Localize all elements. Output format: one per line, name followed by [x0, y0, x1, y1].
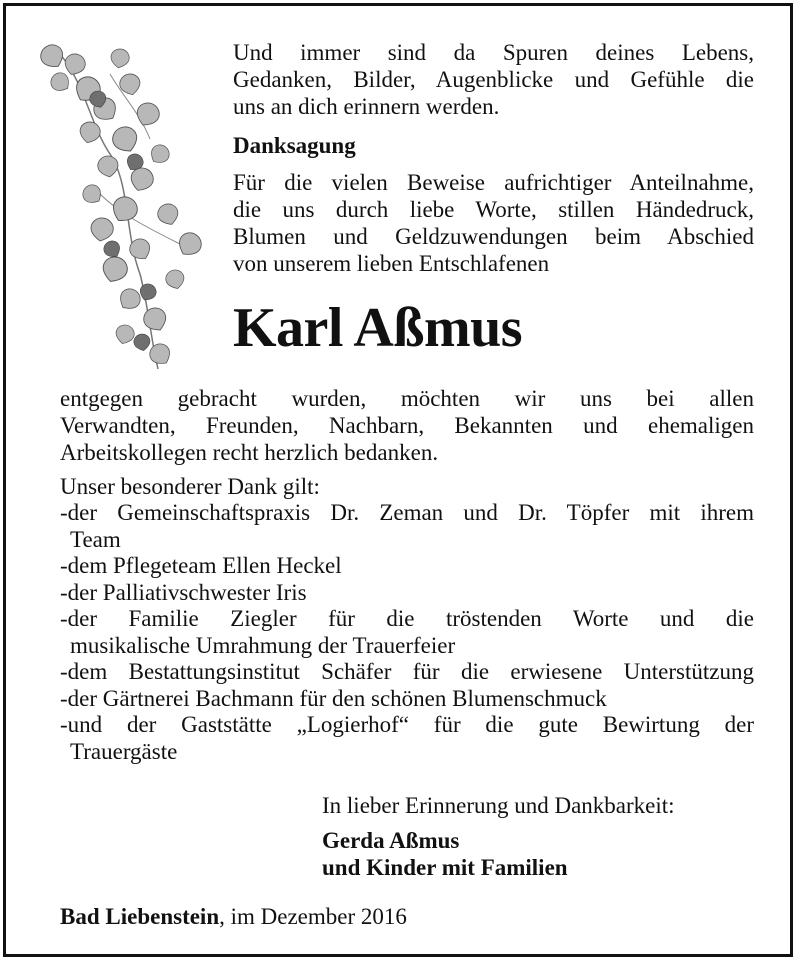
thanks-line: Blumen und Geldzuwendungen beim Abschied — [233, 224, 754, 249]
list-item-continuation: Trauergäste — [70, 738, 178, 764]
list-item-continuation: Team — [70, 526, 121, 552]
signature-name: Gerda Aßmus — [322, 828, 460, 853]
list-item-text: -der Gemeinschaftspraxis Dr. Zeman und Dr. Töpfer mit ihrem — [60, 500, 754, 525]
danksagung-heading: Danksagung — [233, 133, 356, 158]
list-item — [60, 580, 754, 607]
poem-line: uns an dich erinnern werden. — [233, 94, 500, 119]
list-item — [60, 712, 754, 765]
poem-line: Gedanken, Bilder, Augenblicke und Gefühle die — [233, 67, 754, 92]
list-item — [60, 659, 754, 686]
list-item — [60, 686, 754, 713]
list-item — [60, 606, 754, 659]
place-town: Bad Liebenstein — [60, 904, 220, 929]
body-paragraph — [60, 385, 754, 466]
deceased-name: Karl Aßmus — [233, 297, 523, 359]
list-item-text: -dem Pflegeteam Ellen Heckel — [60, 553, 342, 578]
list-item-continuation: musikalische Umrahmung der Trauerfeier — [70, 632, 456, 658]
body-line: Arbeitskollegen recht herzlich bedanken. — [60, 440, 439, 465]
ivy-leaves-decoration — [30, 44, 220, 374]
body-line: Verwandten, Freunden, Nachbarn, Bekannten und ehemaligen — [60, 413, 754, 438]
body-line: entgegen gebracht wurden, möchten wir uns bei allen — [60, 386, 754, 411]
signature — [322, 827, 568, 881]
poem-block — [233, 39, 754, 120]
place-date — [60, 903, 407, 930]
thanks-line: die uns durch liebe Worte, stillen Händedruck, — [233, 197, 754, 222]
obituary-frame — [3, 3, 793, 957]
list-item-text: -der Palliativschwester Iris — [60, 579, 307, 605]
list-item — [60, 553, 754, 580]
thanks-paragraph — [233, 169, 754, 277]
list-item — [60, 500, 754, 553]
poem-line: Und immer sind da Spuren deines Lebens, — [233, 40, 754, 65]
thanks-line: Für die vielen Beweise aufrichtiger Anteilnahme, — [233, 170, 754, 195]
list-item-text: -dem Bestattungsinstitut Schäfer für die erwiesene Unterstützung — [60, 659, 754, 684]
place-date-text: , im Dezember 2016 — [219, 904, 407, 929]
closing-line: In lieber Erinnerung und Dankbarkeit: — [322, 793, 675, 818]
thanks-list — [60, 500, 754, 765]
list-item-text: -der Gärtnerei Bachmann für den schönen Blumenschmuck — [60, 685, 607, 711]
special-thanks-intro: Unser besonderer Dank gilt: — [60, 474, 320, 499]
signature-family: und Kinder mit Familien — [322, 855, 568, 880]
list-item-text: -und der Gaststätte „Logierhof“ für die gute Bewirtung der — [60, 712, 754, 737]
thanks-line: von unserem lieben Entschlafenen — [233, 251, 550, 276]
list-item-text: -der Familie Ziegler für die tröstenden Worte und die — [60, 606, 754, 631]
